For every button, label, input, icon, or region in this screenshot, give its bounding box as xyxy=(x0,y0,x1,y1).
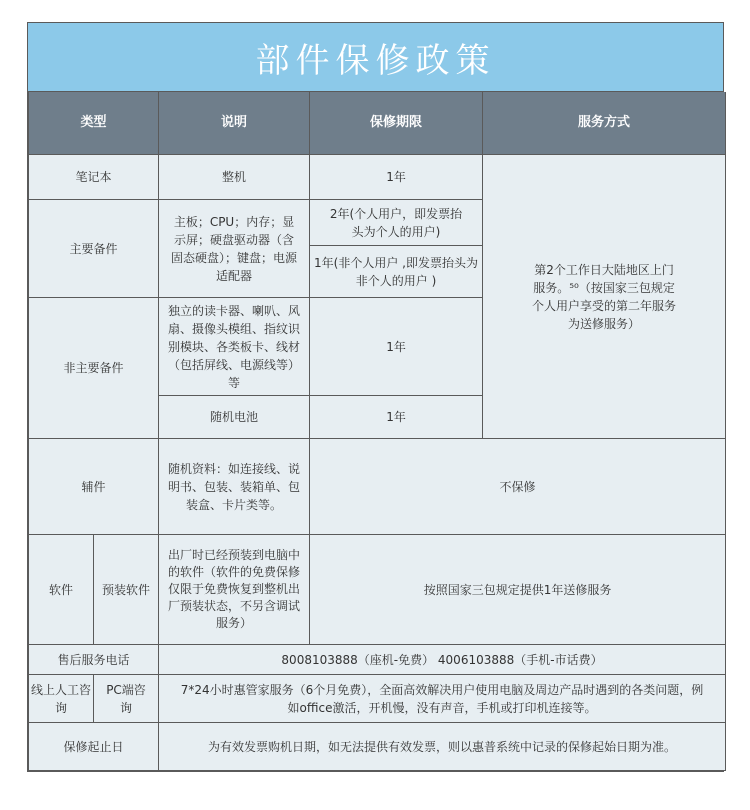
header-warranty-period: 保修期限 xyxy=(310,92,483,155)
start-date-value: 为有效发票购机日期，如无法提供有效发票，则以惠普系统中记录的保修起始日期为准。 xyxy=(159,723,726,771)
table-row-software xyxy=(29,535,726,645)
start-date-label: 保修起止日 xyxy=(29,723,159,771)
warranty-policy-panel xyxy=(27,22,724,772)
online-label: 线上人工咨询 xyxy=(29,675,94,723)
warranty-table xyxy=(28,92,726,771)
table-row-hotline xyxy=(29,645,726,675)
notebook-desc: 整机 xyxy=(159,155,310,200)
minor-parts-desc: 独立的读卡器、喇叭、风扇、摄像头模组、指纹识别模块、各类板卡、线材（包括屏线、电源线等）等 xyxy=(159,298,310,396)
hotline-label: 售后服务电话 xyxy=(29,645,159,675)
header-description: 说明 xyxy=(159,92,310,155)
software-desc: 出厂时已经预装到电脑中的软件（软件的免费保修仅限于免费恢复到整机出厂预装状态，不另含调试服务） xyxy=(159,535,310,645)
notebook-type: 笔记本 xyxy=(29,155,159,200)
online-subtype: PC端咨询 xyxy=(94,675,159,723)
battery-desc: 随机电池 xyxy=(159,396,310,439)
main-parts-desc: 主板；CPU；内存；显示屏；硬盘驱动器（含固态硬盘）；键盘；电源适配器 xyxy=(159,200,310,298)
software-type: 软件 xyxy=(29,535,94,645)
table-header-row xyxy=(29,92,726,155)
main-parts-period-business: 1年(非个人用户 ,即发票抬头为非个人的用户 ) xyxy=(310,246,483,298)
header-type: 类型 xyxy=(29,92,159,155)
accessories-desc: 随机资料：如连接线、说明书、包装、装箱单、包装盒、卡片类等。 xyxy=(159,439,310,535)
minor-parts-type: 非主要备件 xyxy=(29,298,159,439)
service-method-cell: 第2个工作日大陆地区上门服务。⁵⁰（按国家三包规定个人用户享受的第二年服务为送修服务） xyxy=(483,155,726,439)
online-value: 7*24小时惠管家服务（6个月免费），全面高效解决用户使用电脑及周边产品时遇到的各类问题，例如office激活，开机慢，没有声音，手机或打印机连接等。 xyxy=(159,675,726,723)
hotline-value: 8008103888（座机-免费） 4006103888（手机-市话费） xyxy=(159,645,726,675)
notebook-period: 1年 xyxy=(310,155,483,200)
header-service-method: 服务方式 xyxy=(483,92,726,155)
main-parts-type: 主要备件 xyxy=(29,200,159,298)
software-subtype: 预装软件 xyxy=(94,535,159,645)
main-parts-period-personal: 2年(个人用户，即发票抬头为个人的用户) xyxy=(310,200,483,246)
accessories-policy: 不保修 xyxy=(310,439,726,535)
software-policy: 按照国家三包规定提供1年送修服务 xyxy=(310,535,726,645)
page-title: 部件保修政策 xyxy=(28,23,723,92)
accessories-type: 辅件 xyxy=(29,439,159,535)
table-row-accessories xyxy=(29,439,726,535)
battery-period: 1年 xyxy=(310,396,483,439)
table-row-online-consult xyxy=(29,675,726,723)
minor-parts-period: 1年 xyxy=(310,298,483,396)
table-row-notebook xyxy=(29,155,726,200)
table-row-warranty-start xyxy=(29,723,726,771)
